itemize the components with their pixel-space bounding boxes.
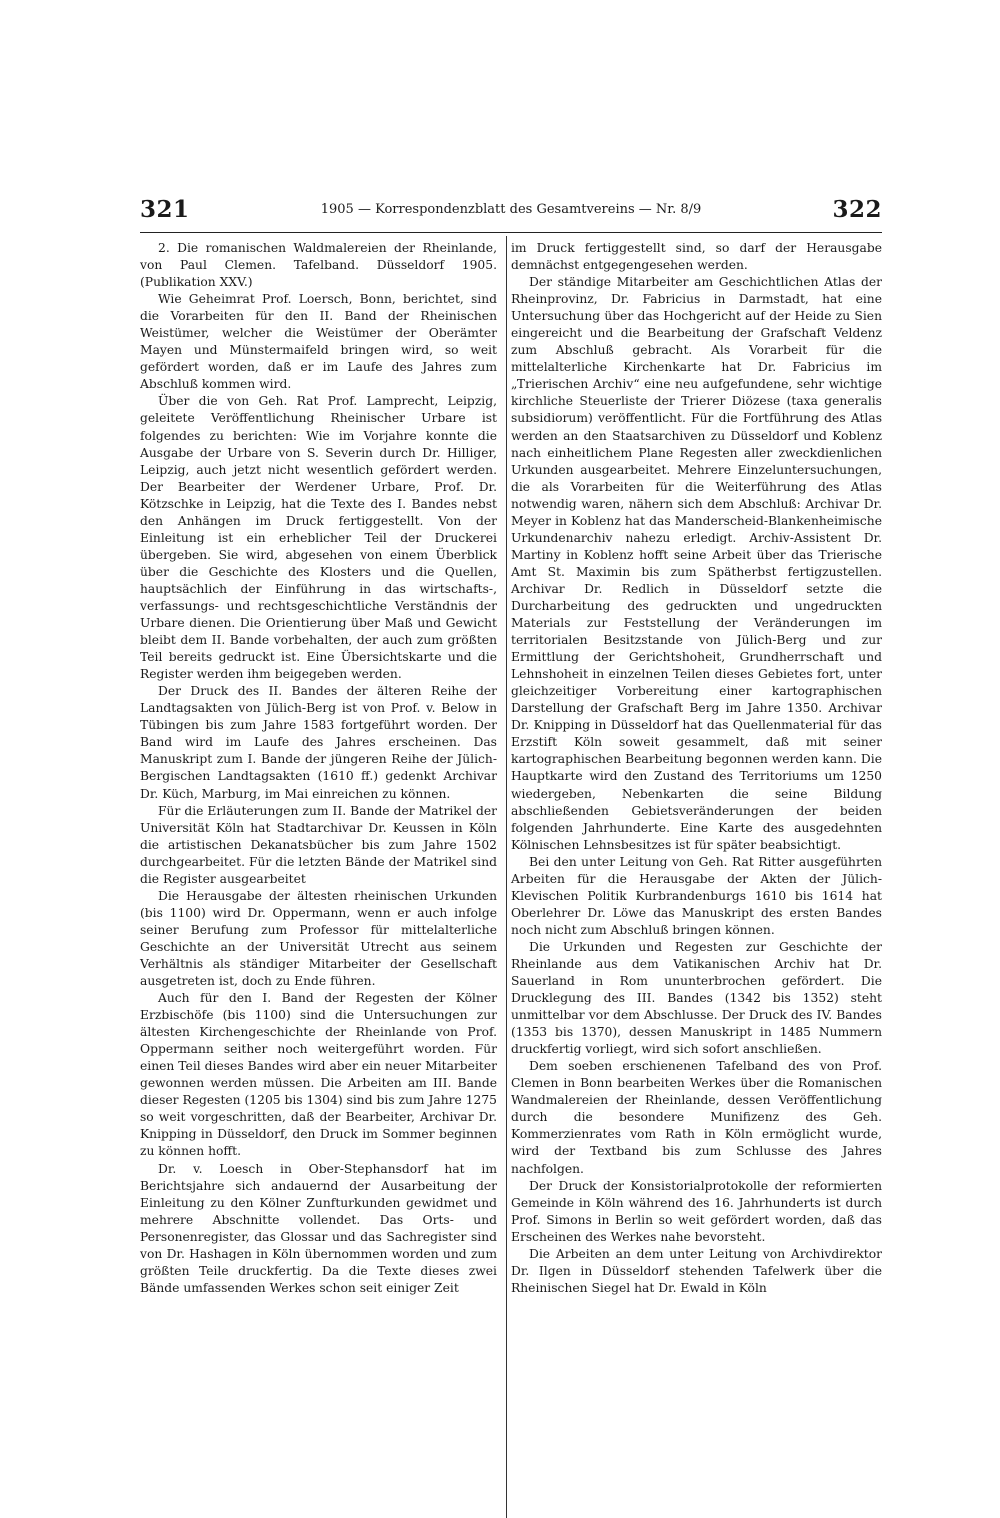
paragraph-urkunden: Die Herausgabe der ältesten rheinischen Urkunden (bis 1100) wird Dr. Oppermann, wenn er auch infolge seiner Berufung zum Professor für mittelalterliche Geschichte an der Universität Utrecht aus seinem Verhältnis als ständiger Mitarbeiter der Gesellschaft ausgetreten ist, doch zu Ende führen. (140, 888, 497, 989)
paragraph-akten-politik: Bei den unter Leitung von Geh. Rat Ritter ausgeführten Arbeiten für die Herausgabe der Akten der Jülich-Klevischen Politik Kurbrandenburgs 1610 bis 1614 hat Oberlehrer Dr. Löwe das Manuskript des ersten Bandes noch nicht zum Abschluß bringen können. (511, 854, 882, 937)
paragraph-wandmalereien: Dem soeben erschienenen Tafelband des von Prof. Clemen in Bonn bearbeiten Werkes über die Romanischen Wandmalereien der Rheinlande, dessen Veröffentlichung durch die besondere Munifizenz des Geh. Kommerzienrates vom Rath in Köln ermöglicht wurde, wird der Textband bis zum Schlusse des Jahres nachfolgen. (511, 1059, 882, 1176)
paragraph-continuation: im Druck fertiggestellt sind, so darf der Herausgabe demnächst entgegengesehen werden. (511, 241, 882, 273)
paragraph-konsistorialprotokolle: Der Druck der Konsistorialprotokolle der reformierten Gemeinde in Köln während des 16. Jahrhunderts ist durch Prof. Simons in Berlin so weit gefördert worden, daß das Erscheinen des Werkes nahe bevorsteht. (511, 1178, 882, 1244)
paragraph-zunfturkunden: Dr. v. Loesch in Ober-Stephansdorf hat im Berichtsjahre sich andauernd der Ausarbeitung der Einleitung zu den Kölner Zunfturkunden gewidmet und mehrere Abschnitte vollendet. Das Orts- und Personenregister, das Glossar und das Sachregister sind von Dr. Hashagen in Köln übernommen worden und zum größten Teile druckfertig. Da die Texte dieses zwei Bände umfassenden Werkes schon seit einiger Zeit (140, 1161, 497, 1295)
paragraph-regesten-erzbischoefe: Auch für den I. Band der Regesten der Kölner Erzbischöfe (bis 1100) sind die Untersuchungen zur ältesten Kirchengeschichte der Rheinlande von Prof. Oppermann seither noch weitergeführt worden. Für einen Teil dieses Bandes wird aber ein neuer Mitarbeiter gewonnen werden müssen. Die Arbeiten am III. Bande dieser Regesten (1205 bis 1304) sind bis zum Jahre 1275 so weit vorgeschritten, daß der Bearbeiter, Archivar Dr. Knipping in Düsseldorf, den Druck im Sommer beginnen zu können hofft. (140, 991, 497, 1159)
paragraph-publication-title: 2. Die romanischen Waldmalereien der Rheinlande, von Paul Clemen. Tafelband. Düsseldorf 1905. (Publikation XXV.) (140, 241, 497, 290)
paragraph-weistuemer: Wie Geheimrat Prof. Loersch, Bonn, berichtet, sind die Vorarbeiten für den II. Band der Rheinischen Weistümer, welcher die Weistümer der Oberämter Mayen und Münstermaifeld bringen wird, so weit gefördert worden, daß er im Laufe des Jahres zum Abschluß kommen wird. (140, 292, 497, 392)
paragraph-vatikanisches-archiv: Die Urkunden und Regesten zur Geschichte der Rheinlande aus dem Vatikanischen Archiv hat Dr. Sauerland in Rom ununterbrochen gefördert. Die Drucklegung des III. Bandes (1342 bis 1352) steht unmittelbar vor dem Abschlusse. Der Druck des IV. Bandes (1353 bis 1370), dessen Manuskript in 1485 Nummern druckfertig vorliegt, wird sich sofort anschließen. (511, 939, 882, 1057)
paragraph-siegel: Die Arbeiten an dem unter Leitung von Archivdirektor Dr. Ilgen in Düsseldorf stehenden Tafelwerk über die Rheinischen Siegel hat Dr. Ewald in Köln (511, 1246, 882, 1295)
page-header (140, 196, 882, 224)
header-rule (140, 232, 882, 233)
paragraph-urbare: Über die von Geh. Rat Prof. Lamprecht, Leipzig, geleitete Veröffentlichung Rheinischer Urbare ist folgendes zu berichten: Wie im Vorjahre konnte die Ausgabe der Urbare von S. Severin durch Dr. Hilliger, Leipzig, auch jetzt nicht wesentlich gefördert werden. Der Bearbeiter der Werdener Urbare, Prof. Dr. Kötzschke in Leipzig, hat die Texte des I. Bandes nebst den Anhängen im Druck fertiggestellt. Von der Einleitung ist ein erheblicher Teil der Druckerei übergeben. Sie wird, abgesehen von einem Überblick über die Geschichte des Klosters und die Quellen, hauptsächlich der Einführung in das wirtschafts-, verfassungs- und rechtsgeschichtliche Verständnis der Urbare dienen. Die Orientierung über Maß und Gewicht bleibt dem II. Bande vorbehalten, der auch zum größten Teil bereits gedruckt ist. Eine Übersichtskarte und die Register werden ihm beigegeben werden. (140, 394, 497, 682)
column-divider (506, 236, 507, 1518)
right-column (511, 240, 882, 1295)
paragraph-matrikel: Für die Erläuterungen zum II. Bande der Matrikel der Universität Köln hat Stadtarchivar Dr. Keussen in Köln die artistischen Dekanatsbücher bis zum Jahre 1502 durchgearbeitet. Für die letzten Bände der Matrikel sind die Register ausgearbeitet (140, 803, 497, 886)
page-number-right: 322 (832, 196, 882, 223)
page-number-left: 321 (140, 196, 190, 223)
paragraph-landtagsakten: Der Druck des II. Bandes der älteren Reihe der Landtagsakten von Jülich-Berg ist von Prof. v. Below in Tübingen bis zum Jahre 1583 fortgeführt worden. Der Band wird im Laufe des Jahres erscheinen. Das Manuskript zum I. Bande der jüngeren Reihe der Jülich-Bergischen Landtagsakten (1610 ff.) gedenkt Archivar Dr. Küch, Marburg, im Mai einreichen zu können. (140, 684, 497, 801)
running-title: 1905 — Korrespondenzblatt des Gesamtvereins — Nr. 8/9 (320, 202, 702, 217)
paragraph-atlas: Der ständige Mitarbeiter am Geschichtlichen Atlas der Rheinprovinz, Dr. Fabricius in Darmstadt, hat eine Untersuchung über das Hochgericht auf der Heide zu Sien eingereicht und die Bearbeitung der Grafschaft Veldenz zum Abschluß gebracht. Als Vorarbeit für die mittelalterliche Kirchenkarte hat Dr. Fabricius im „Trierischen Archiv“ eine neu aufgefundene, sehr wichtige kirchliche Steuerliste der Trierer Diözese (taxa generalis subsidiorum) veröffentlicht. Für die Fortführung des Atlas werden an den Staatsarchiven zu Düsseldorf und Koblenz nach einheitlichem Plane Regesten aller zweckdienlichen Urkunden ausgearbeitet. Mehrere Einzeluntersuchungen, die als Vorarbeiten für die Weiterführung des Atlas notwendig waren, nähern sich dem Abschluß: Archivar Dr. Meyer in Koblenz hat das Manderscheid-Blankenheimische Urkundenarchiv nahezu erledigt. Archiv-Assistent Dr. Martiny in Koblenz hofft seine Arbeit über das Trierische Amt St. Maximin bis zum Spätherbst fertigzustellen. Archivar Dr. Redlich in Düsseldorf setzte die Durcharbeitung des gedruckten und ungedruckten Materials zur Feststellung der Veränderungen im territorialen Besitzstande von Jülich-Berg und zur Ermittlung der Gerichtshoheit, Grundherrschaft und Lehnshoheit in einzelnen Teilen dieses Gebietes fort, unter gleichzeitiger Vorbereitung einer kartographischen Darstellung der Grafschaft Berg im Jahre 1350. Archivar Dr. Knipping in Düsseldorf hat das Quellenmaterial für das Erzstift Köln soweit gesammelt, daß mit seiner kartographischen Bearbeitung begonnen werden kann. Die Hauptkarte wird den Zustand des Territoriums um 1250 wiedergeben, Nebenkarten die seine Bildung abschließenden Gebietsveränderungen der beiden folgenden Jahrhunderte. Eine Karte des ausgedehnten Kölnischen Lehnsbesitzes ist für später beabsichtigt. (511, 275, 882, 852)
left-column (140, 240, 497, 1295)
